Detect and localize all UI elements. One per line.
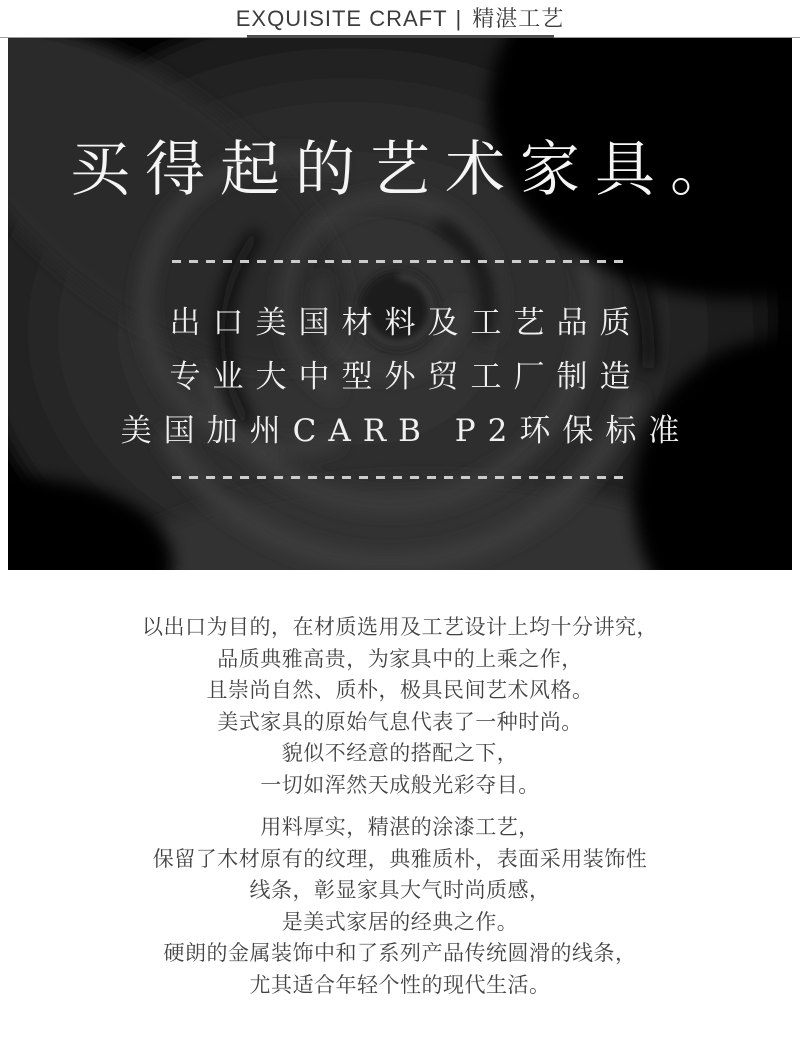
section-title-en: EXQUISITE CRAFT — [235, 6, 448, 31]
description-line: 保留了木材原有的纹理，典雅质朴，表面采用装饰性 — [152, 847, 648, 871]
description-line: 线条，彰显家具大气时尚质感， — [249, 879, 551, 902]
description-line: 一切如浑然天成般光彩夺目。 — [260, 773, 540, 797]
description-paragraph-2 — [0, 812, 800, 1001]
description-section — [0, 570, 800, 1001]
description-line: 美式家具的原始气息代表了一种时尚。 — [217, 710, 583, 734]
section-title-zh: 精湛工艺 — [472, 6, 565, 31]
description-line: 用料厚实，精湛的涂漆工艺， — [260, 816, 540, 839]
description-line: 以出口为目的，在材质选用及工艺设计上均十分讲究， — [142, 616, 658, 639]
section-title — [0, 7, 800, 31]
hero-tagline-line: 出口美国材料及工艺品质 — [169, 305, 643, 341]
hero-overlay — [8, 38, 792, 570]
description-paragraph-1 — [0, 612, 800, 801]
hero-tagline-line: 美国加州CARB P2环保标准 — [120, 413, 692, 449]
dashed-divider-bottom — [172, 476, 628, 479]
description-line: 尤其适合年轻个性的现代生活。 — [249, 973, 551, 997]
hero-banner — [8, 38, 792, 570]
description-line: 品质典雅高贵，为家具中的上乘之作， — [217, 647, 583, 671]
hero-taglines — [8, 296, 792, 458]
hero-tagline-line: 专业大中型外贸工厂制造 — [169, 359, 643, 395]
description-line: 貌似不经意的搭配之下， — [281, 742, 519, 765]
description-line: 硬朗的金属装饰中和了系列产品传统圆滑的线条， — [163, 942, 637, 965]
section-header — [0, 0, 800, 38]
dashed-divider-top — [172, 260, 628, 263]
hero-headline: 买得起的艺术家具。 — [70, 135, 745, 205]
description-line: 是美式家居的经典之作。 — [281, 910, 519, 934]
description-line: 且崇尚自然、质朴，极具民间艺术风格。 — [206, 679, 594, 702]
section-title-divider: | — [455, 6, 463, 31]
